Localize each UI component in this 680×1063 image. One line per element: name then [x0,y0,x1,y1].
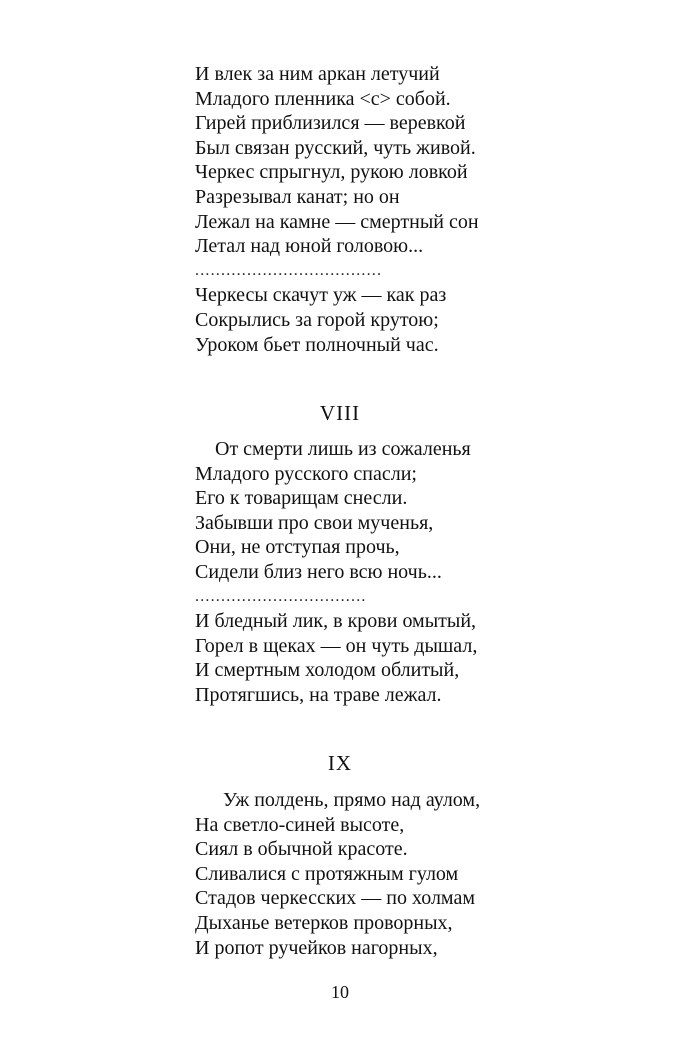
verse-line: От смерти лишь из сожаленья [215,438,471,460]
verse-line: И ропот ручейков нагорных, [195,936,438,959]
section-number-viii: VIII [319,401,361,425]
verse-line: И бледный лик, в крови омытый, [195,610,477,633]
stanza-ix [195,788,595,960]
verse-line: Черкес спрыгнул, рукою ловкой [195,161,468,184]
verse-line: Протягшись, на траве лежал. [195,683,442,706]
verse-line: Сидели близ него всю ночь... [195,560,442,583]
verse-line: Летал над юной головою... [195,235,424,258]
verse-line: Уроком бьет полночный час. [195,333,439,356]
verse-line: Уж полдень, прямо над аулом, [223,789,481,811]
verse-line: И влек за ним аркан летучий [195,63,440,85]
verse-line: Младого пленника <с> собой. [195,87,451,110]
verse-line: Лежал на камне — смертный сон [195,210,479,233]
verse-line: Они, не отступая прочь, [195,536,400,559]
verse-line: Стадов черкесских — по холмам [195,887,475,910]
verse-line: Дыханье ветерков проворных, [195,911,453,934]
verse-line: Сокрылись за горой крутою; [195,308,439,331]
verse-line: Разрезывал канат; но он [195,185,400,208]
verse-line: И смертным холодом облитый, [195,659,460,682]
omission-separator: ................................. [195,587,367,605]
verse-line: Черкесы скачут уж — как раз [195,284,447,307]
stanza-top [195,62,595,357]
verse-line: Был связан русский, чуть живой. [195,136,476,159]
section-number-ix: IX [327,751,353,775]
verse-line: Забывши про свои мученья, [195,511,434,534]
page-number: 10 [331,982,349,1002]
verse-line: Сиял в обычной красоте. [195,838,408,861]
omission-separator: .................................... [195,261,383,279]
verse-line: На светло-синей высоте, [195,813,405,836]
verse-line: Сливалися с протяжным гулом [195,862,459,885]
verse-line: Его к товарищам снесли. [195,487,408,510]
stanza-viii [195,437,595,708]
verse-line: Горел в щеках — он чуть дышал, [195,634,478,657]
verse-line: Младого русского спасли; [195,462,417,485]
verse-line: Гирей приблизился — веревкой [195,112,466,135]
